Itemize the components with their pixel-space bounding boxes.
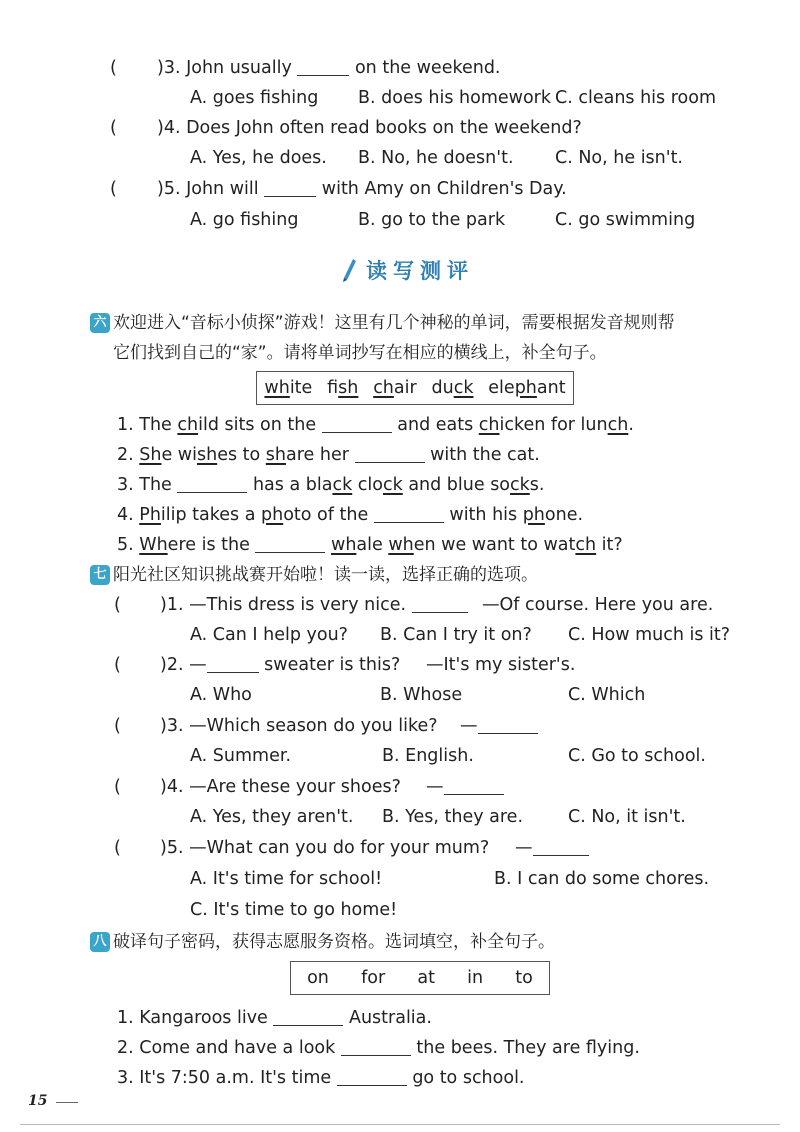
reply-dash: — [515, 838, 533, 858]
instruction-7: 阳光社区知识挑战赛开始啦！读一读，选择正确的选项。 [113, 565, 538, 585]
question-7-5: )5. —What can you do for your mum? [160, 838, 490, 858]
word-option: for [361, 968, 386, 988]
paren-l3: ( [110, 58, 117, 78]
section-badge-8: 八 [90, 932, 110, 952]
word-chair [373, 378, 417, 398]
answer-blank[interactable] [412, 594, 468, 613]
option-a[interactable]: A. It's time for school! [190, 869, 383, 889]
text: ch [177, 415, 199, 435]
option-b[interactable]: B. Can I try it on? [380, 625, 532, 645]
option-a[interactable]: A. go fishing [190, 210, 299, 230]
text: with his [449, 505, 523, 525]
text: ck [332, 475, 353, 495]
text: the bees. They are flying. [416, 1038, 640, 1058]
answer-blank[interactable] [478, 715, 538, 734]
option-b[interactable]: B. does his homework [358, 88, 551, 108]
text: one. [544, 505, 584, 525]
reply-dash: — [460, 716, 478, 736]
word-option: in [467, 968, 484, 988]
text: ph [522, 505, 545, 525]
text: ere is the [167, 535, 250, 555]
q6-4 [117, 503, 583, 527]
option-b[interactable]: B. English. [382, 746, 474, 766]
answer-blank[interactable] [177, 474, 247, 493]
text: 4. [117, 505, 140, 525]
answer-blank[interactable] [337, 1067, 407, 1086]
option-c[interactable]: C. Which [568, 685, 646, 705]
question-7-4: )4. —Are these your shoes? [160, 777, 401, 797]
question-text: )2. — [160, 655, 207, 675]
word-rest: fi [327, 378, 339, 398]
paren-7-3: ( [114, 716, 121, 736]
paren-7-2: ( [114, 655, 121, 675]
answer-blank[interactable] [374, 504, 444, 523]
text: are her [286, 445, 349, 465]
q8-3 [117, 1066, 525, 1090]
word-option: on [307, 968, 329, 988]
text: ilip takes a [160, 505, 262, 525]
text: Sh [139, 445, 162, 465]
paren-7-1: ( [114, 595, 121, 615]
answer-blank[interactable] [341, 1037, 411, 1056]
word-option: to [515, 968, 533, 988]
q6-3 [117, 473, 544, 497]
text: 5. [117, 535, 140, 555]
word-underlined: wh [264, 378, 290, 398]
text: s. [529, 475, 545, 495]
word-rest: ant [536, 378, 566, 398]
word-bank-8 [290, 961, 550, 995]
question-7-3: )3. —Which season do you like? [160, 716, 438, 736]
paren-7-4: ( [114, 777, 121, 797]
answer-blank[interactable] [264, 178, 316, 197]
option-a[interactable]: A. Summer. [190, 746, 292, 766]
text: it? [596, 535, 623, 555]
answer-blank[interactable] [322, 414, 392, 433]
text: 1. The [117, 415, 178, 435]
question-text: )1. —This dress is very nice. [160, 595, 407, 615]
text: oto of the [283, 505, 369, 525]
question-text: on the weekend. [354, 58, 501, 78]
reply-7-4 [426, 775, 504, 799]
reply-7-1: —Of course. Here you are. [482, 595, 714, 615]
option-b[interactable]: B. I can do some chores. [494, 869, 710, 889]
text: and blue so [402, 475, 511, 495]
word-underlined: ch [373, 378, 394, 398]
text: ck [382, 475, 403, 495]
word-fish [327, 378, 358, 398]
option-a[interactable]: A. goes fishing [190, 88, 319, 108]
word-underlined: sh [338, 378, 359, 398]
section-heading: 读写测评 [366, 258, 474, 283]
text: . [628, 415, 634, 435]
instruction-6-line1: 欢迎进入“音标小侦探”游戏！这里有几个神秘的单词，需要根据发音规则帮 [113, 313, 675, 333]
option-c[interactable]: C. It's time to go home! [190, 900, 398, 920]
paren-l4: ( [110, 118, 117, 138]
word-bank-6 [256, 371, 574, 405]
question-l5 [157, 177, 567, 201]
question-7-1 [160, 593, 468, 617]
answer-blank[interactable] [355, 444, 425, 463]
text: es to [217, 445, 266, 465]
option-c[interactable]: C. cleans his room [555, 88, 716, 108]
text: Wh [139, 535, 168, 555]
text: ild sits on the [198, 415, 317, 435]
text: ale [356, 535, 389, 555]
question-l3 [157, 56, 501, 80]
option-a[interactable]: A. Who [190, 685, 252, 705]
text: 2. [117, 445, 140, 465]
option-a[interactable]: A. Yes, he does. [190, 148, 327, 168]
word-elephant [488, 378, 565, 398]
page-number: 15 [28, 1093, 48, 1109]
question-text: )5. John will [157, 179, 259, 199]
word-rest: du [431, 378, 454, 398]
text: clo [352, 475, 383, 495]
word-rest: air [393, 378, 417, 398]
text: en we want to wat [413, 535, 576, 555]
reply-7-5 [515, 836, 589, 860]
word-option: at [417, 968, 435, 988]
word-duck [432, 378, 474, 398]
option-c[interactable]: C. Go to school. [568, 746, 706, 766]
text: e wi [161, 445, 197, 465]
option-a[interactable]: A. Can I help you? [190, 625, 348, 645]
section-badge-7: 七 [90, 565, 110, 585]
q6-1 [117, 413, 634, 437]
bottom-divider [20, 1124, 780, 1125]
pencil-icon [340, 256, 358, 282]
text: ph [261, 505, 284, 525]
answer-blank[interactable] [273, 1007, 343, 1026]
paren-7-5: ( [114, 838, 121, 858]
answer-blank[interactable] [255, 534, 325, 553]
q6-5 [117, 533, 623, 557]
option-b[interactable]: B. Yes, they are. [382, 807, 524, 827]
text: and eats [397, 415, 479, 435]
answer-blank[interactable] [207, 654, 259, 673]
text: 3. The [117, 475, 172, 495]
text: sh [265, 445, 286, 465]
text: ch [478, 415, 500, 435]
q8-1 [117, 1006, 432, 1030]
text: 3. It's 7:50 a.m. It's time [117, 1068, 332, 1088]
word-underlined: ck [453, 378, 474, 398]
reply-7-2: —It's my sister's. [426, 655, 576, 675]
answer-blank[interactable] [297, 57, 349, 76]
paren-l5: ( [110, 179, 117, 199]
question-text: )3. John usually [157, 58, 292, 78]
text: Ph [139, 505, 161, 525]
answer-blank[interactable] [533, 837, 589, 856]
option-c[interactable]: C. How much is it? [568, 625, 731, 645]
text: go to school. [412, 1068, 525, 1088]
text: ck [510, 475, 530, 495]
word-rest: ele [488, 378, 515, 398]
text: 1. Kangaroos live [117, 1008, 268, 1028]
reply-dash: — [426, 777, 444, 797]
section-badge-6: 六 [90, 313, 110, 333]
q8-2 [117, 1036, 640, 1060]
reply-7-3 [460, 714, 538, 738]
text: icken for lun [499, 415, 608, 435]
option-b[interactable]: B. No, he doesn't. [358, 148, 514, 168]
option-c[interactable]: C. No, it isn't. [568, 807, 686, 827]
answer-blank[interactable] [444, 776, 504, 795]
word-rest: ite [289, 378, 313, 398]
text: wh [388, 535, 414, 555]
text: 2. Come and have a look [117, 1038, 336, 1058]
word-white [264, 378, 312, 398]
instruction-6-line2: 它们找到自己的“家”。请将单词抄写在相应的横线上，补全句子。 [113, 343, 607, 363]
text: wh [331, 535, 357, 555]
text: ch [607, 415, 629, 435]
question-text: sweater is this? [264, 655, 401, 675]
option-b[interactable]: B. go to the park [358, 210, 506, 230]
option-c[interactable]: C. go swimming [555, 210, 696, 230]
page-number-dash [56, 1102, 78, 1103]
text: sh [196, 445, 218, 465]
option-b[interactable]: B. Whose [380, 685, 463, 705]
option-a[interactable]: A. Yes, they aren't. [190, 807, 354, 827]
question-text: with Amy on Children's Day. [321, 179, 567, 199]
word-underlined: ph [514, 378, 537, 398]
question-l4: )4. Does John often read books on the weekend? [157, 118, 582, 138]
instruction-8: 破译句子密码，获得志愿服务资格。选词填空，补全句子。 [113, 932, 555, 952]
text: has a bla [252, 475, 333, 495]
text: Australia. [348, 1008, 432, 1028]
option-c[interactable]: C. No, he isn't. [555, 148, 683, 168]
q6-2 [117, 443, 540, 467]
text: with the cat. [430, 445, 540, 465]
text: ch [575, 535, 597, 555]
question-7-2 [160, 653, 400, 677]
